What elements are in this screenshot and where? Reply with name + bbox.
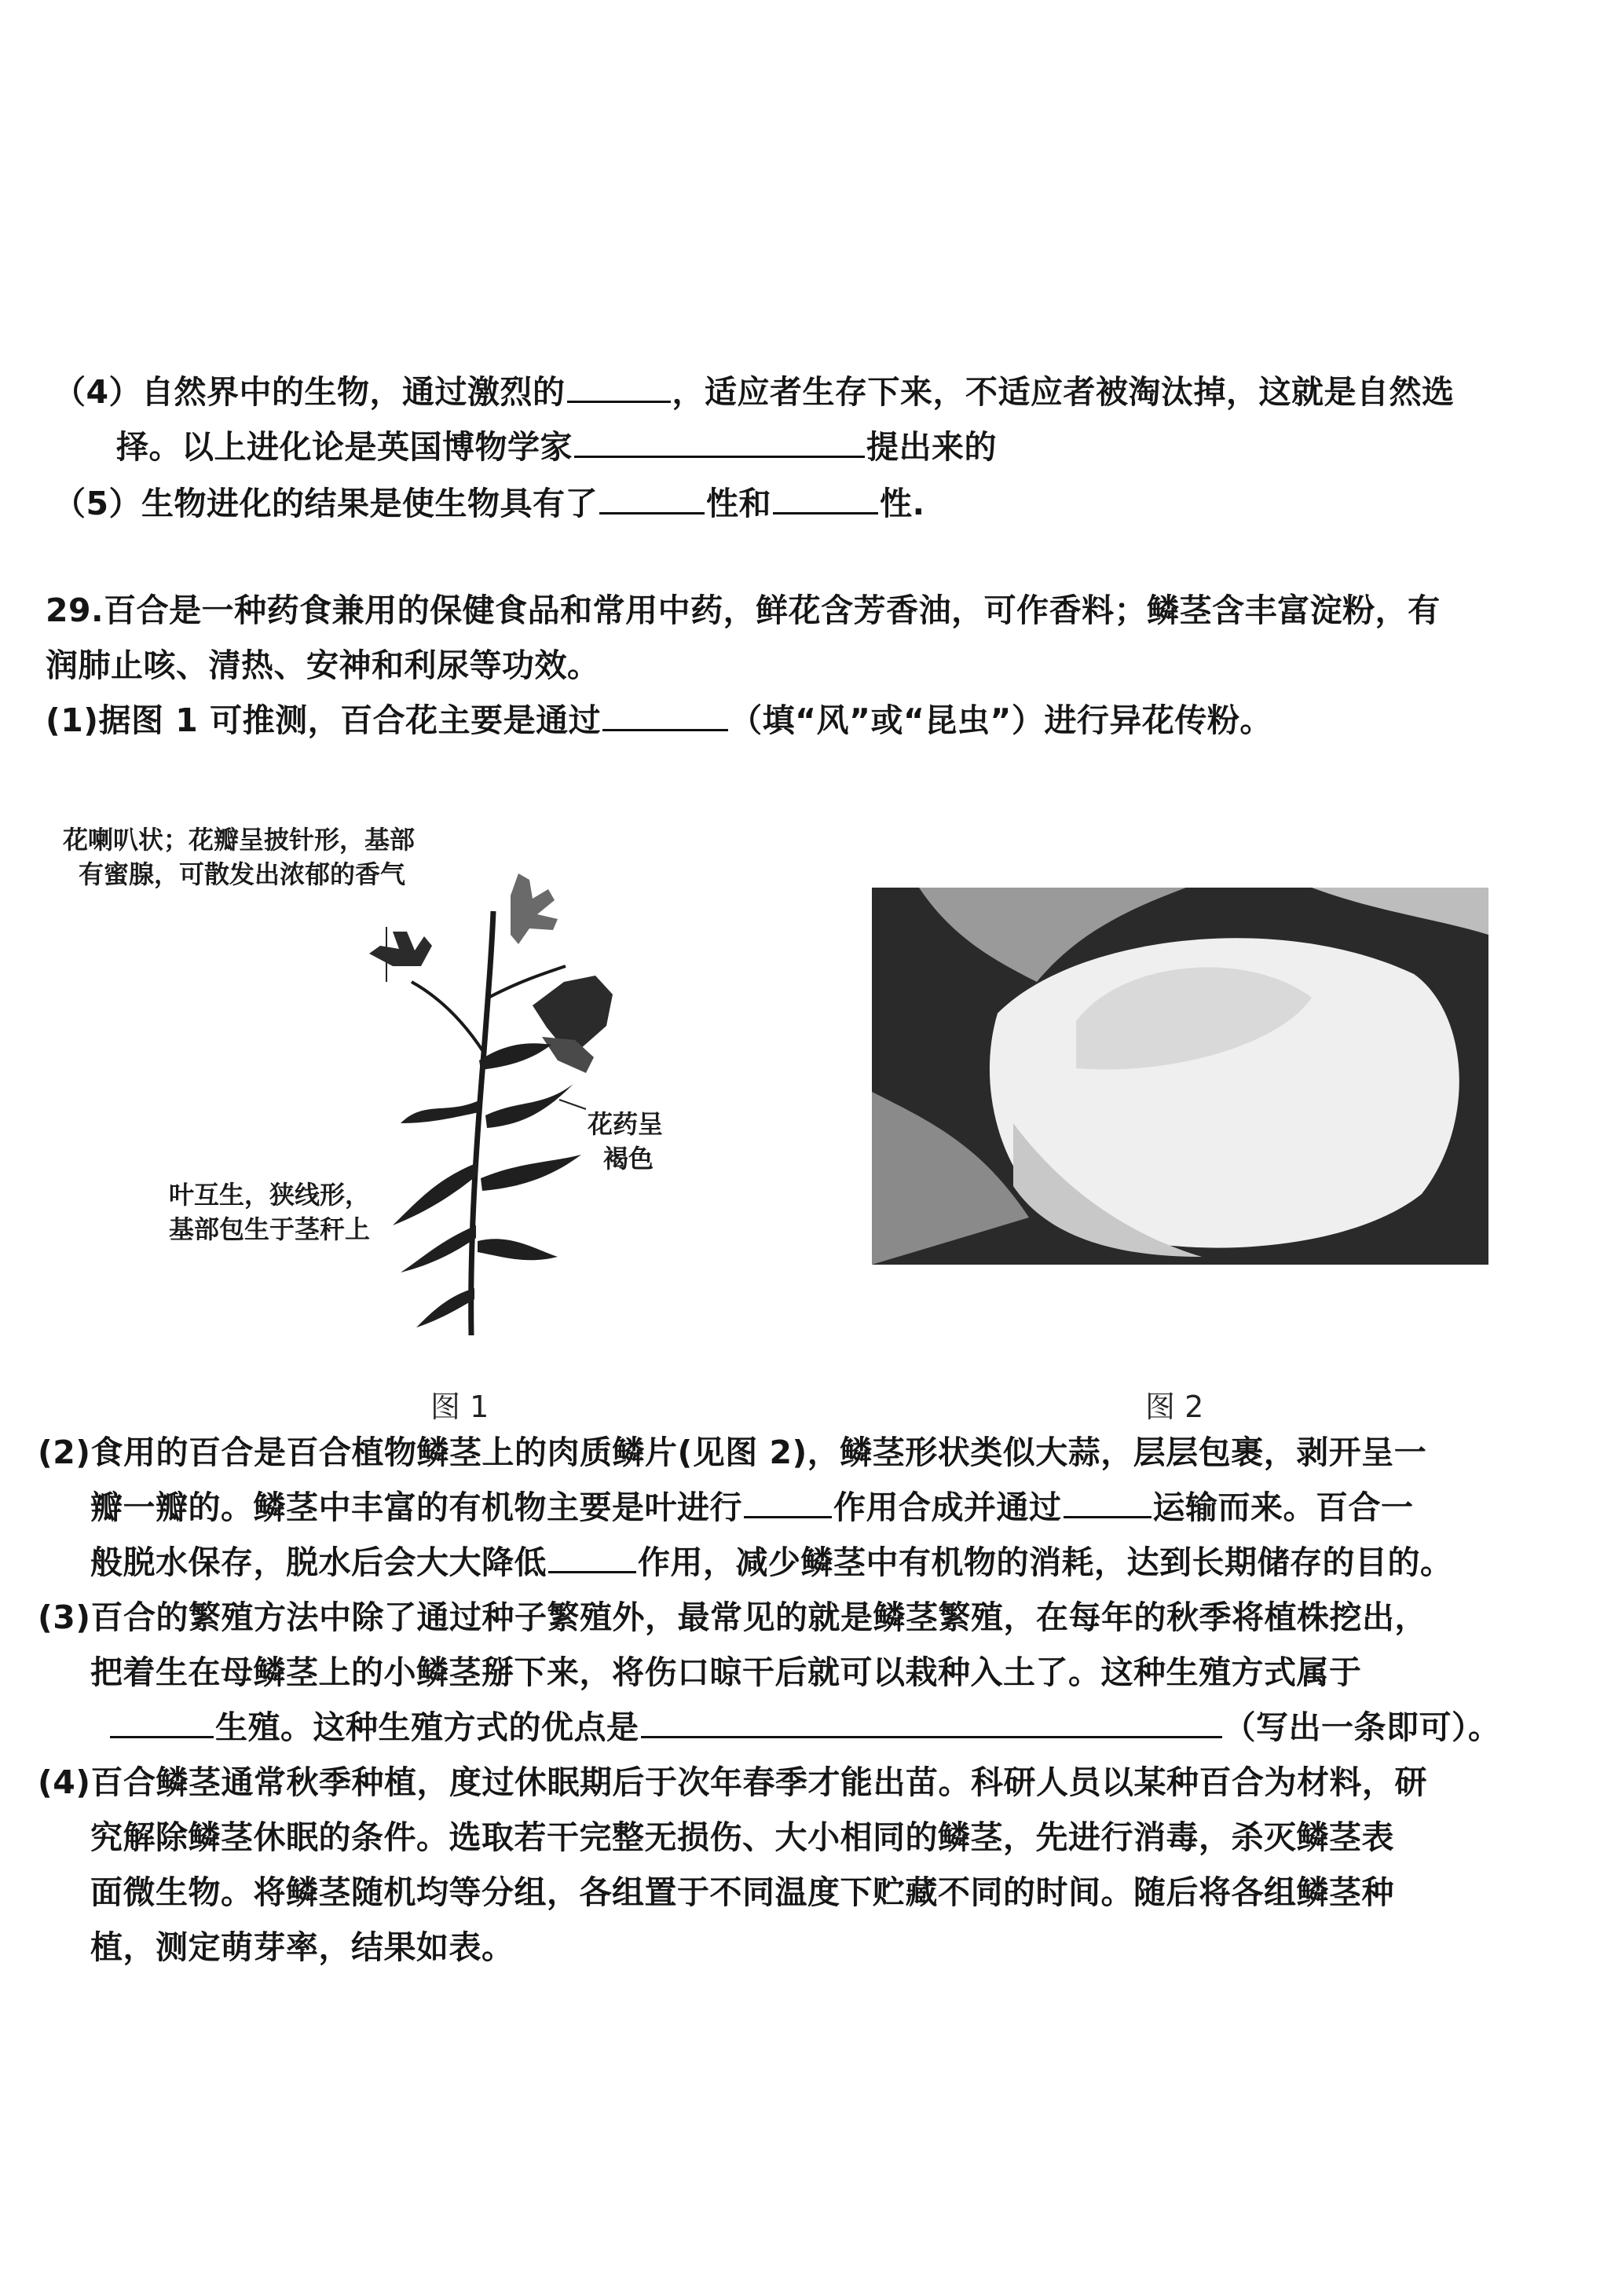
q29-part2-text-b: 作用合成并通过 [833,1489,1062,1526]
q28-item4-line2 [116,424,997,470]
q29-part4-line2: 究解除鳞茎休眠的条件。选取若干完整无损伤、大小相同的鳞茎，先进行消毒，杀灭鳞茎表 [90,1818,1394,1856]
q28-item5-text-a: （5）生物进化的结果是使生物具有了 [53,485,599,522]
q29-intro-line2: 润肺止咳、清热、安神和利尿等功效。 [46,646,600,684]
q28-item4-line1 [53,369,1455,415]
fig1-annotation-flower: 花喇叭状；花瓣呈披针形，基部 [63,825,416,855]
answer-blank[interactable] [602,698,728,731]
q28-item4-text-a: （4）自然界中的生物，通过激烈的 [53,373,566,411]
q28-item5-text-b: 性和 [706,485,772,522]
lily-bulb-photo [872,888,1488,1265]
q28-item4-text-b: ，适应者生存下来，不适应者被淘汰掉，这就是自然选 [672,373,1455,411]
q29-part1 [46,698,1272,743]
q28-item5-line [53,481,925,526]
answer-blank[interactable] [641,1705,1222,1738]
q29-part4-line4: 植，测定萌芽率，结果如表。 [90,1928,514,1966]
answer-blank[interactable] [567,369,671,403]
answer-blank[interactable] [599,481,705,514]
q29-part2-line3 [90,1540,1453,1585]
q29-part2-text-c: 运输而来。百合一 [1152,1489,1414,1526]
fig1-annotation-anther-2: 褐色 [603,1144,654,1174]
answer-blank[interactable] [773,481,878,514]
q29-part2-text-d: 般脱水保存，脱水后会大大降低 [90,1543,547,1581]
q29-part2-text-a: 瓣一瓣的。鳞茎中丰富的有机物主要是叶进行 [90,1489,742,1526]
q29-part2-line2 [90,1485,1414,1530]
q28-item5-text-c: 性. [880,485,925,522]
answer-blank[interactable] [110,1705,214,1738]
q29-part4-line3: 面微生物。将鳞茎随机均等分组，各组置于不同温度下贮藏不同的时间。随后将各组鳞茎种 [90,1873,1394,1911]
q29-part3-text-a: 生殖。这种生殖方式的优点是 [215,1708,639,1746]
q28-item4-text-c: 择。以上进化论是英国博物学家 [116,428,573,466]
q29-part1-text-b: （填“风”或“昆虫”）进行异花传粉。 [730,701,1272,739]
fig1-annotation-anther: 花药呈 [588,1109,664,1139]
fig1-annotation-leaf: 叶互生，狭线形， [169,1180,371,1210]
figure-1-caption: 图 1 [430,1390,489,1424]
q29-part4-line1: (4)百合鳞茎通常秋季种植，度过休眠期后于次年春季才能出苗。科研人员以某种百合为材料，研 [38,1763,1427,1801]
q29-part3-line1: (3)百合的繁殖方法中除了通过种子繁殖外，最常见的就是鳞茎繁殖，在每年的秋季将植株挖出， [38,1598,1427,1636]
answer-blank[interactable] [1064,1485,1152,1518]
q29-part2-line1: (2)食用的百合是百合植物鳞茎上的肉质鳞片(见图 2)，鳞茎形状类似大蒜，层层包裹，剥开呈一 [38,1434,1427,1471]
fig1-annotation-flower-2: 有蜜腺，可散发出浓郁的香气 [79,859,406,889]
q29-part3-text-b: （写出一条即可）。 [1223,1708,1501,1746]
answer-blank[interactable] [744,1485,832,1518]
fig1-annotation-leaf-2: 基部包生于茎秆上 [169,1214,371,1244]
answer-blank[interactable] [574,424,865,458]
q29-part3-line3 [110,1705,1501,1750]
lily-plant-illustration [346,864,628,1351]
q29-intro-line1: 29.百合是一种药食兼用的保健食品和常用中药，鲜花含芳香油，可作香料；鳞茎含丰富淀粉，有 [46,591,1441,629]
q29-part3-line2: 把着生在母鳞茎上的小鳞茎掰下来，将伤口晾干后就可以栽种入土了。这种生殖方式属于 [90,1653,1362,1691]
figure-2-caption: 图 2 [1145,1390,1204,1424]
q29-part1-text-a: (1)据图 1 可推测，百合花主要是通过 [46,701,602,739]
q29-part2-text-e: 作用，减少鳞茎中有机物的消耗，达到长期储存的目的。 [638,1543,1453,1581]
answer-blank[interactable] [548,1540,636,1573]
q28-item4-text-d: 提出来的 [866,428,997,466]
